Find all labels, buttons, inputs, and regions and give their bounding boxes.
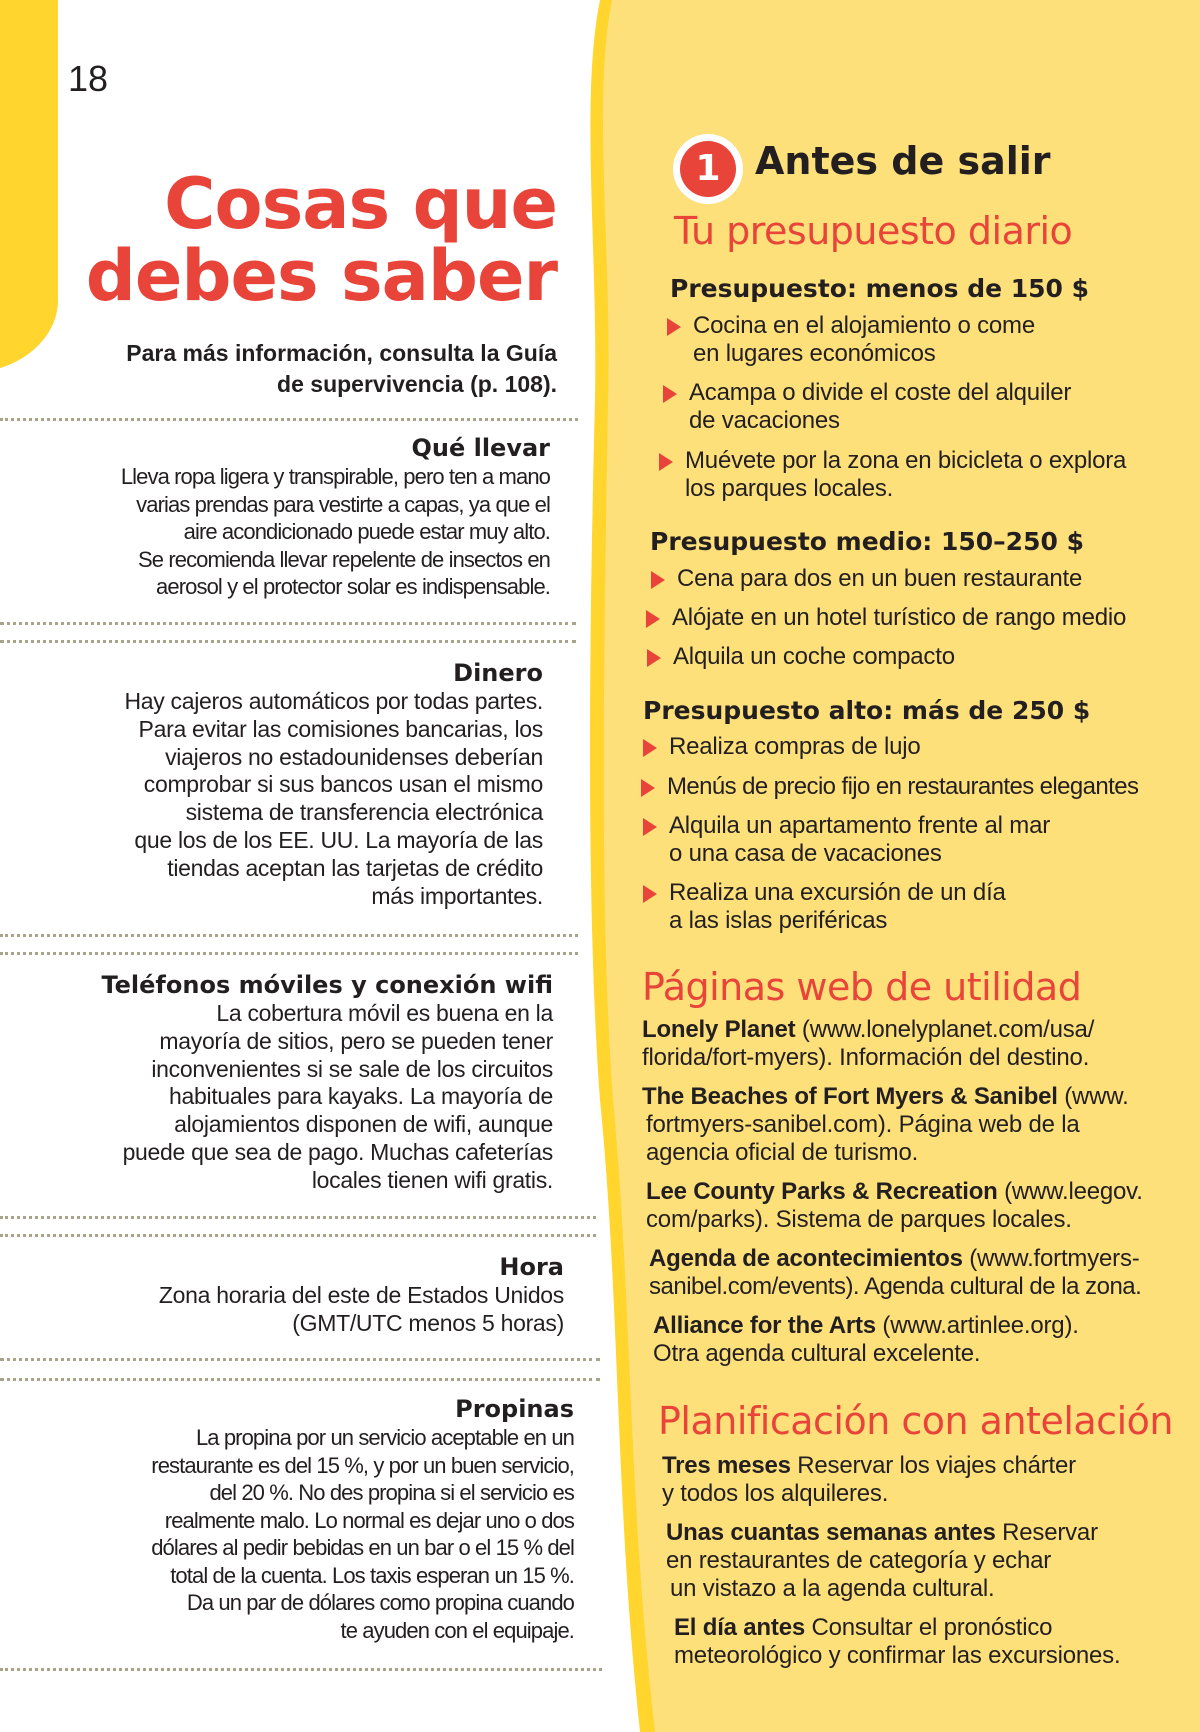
intro-note [97,338,557,400]
budget-item-line: o una casa de vacaciones [669,840,942,867]
planning-text: meteorológico y confirmar las excursiones. [674,1642,1121,1669]
page-title [85,163,557,317]
planning-text: en restaurantes de categoría y echar [666,1547,1052,1574]
website-text: sanibel.com/events). Agenda cultural de la zona. [649,1273,1142,1300]
body-line: restaurante es del 15 %, y por un buen servicio, [151,1452,574,1478]
budget-item-line: Alójate en un hotel turístico de rango medio [672,604,1127,631]
planning-name: Unas cuantas semanas antes [666,1519,996,1546]
body-line: total de la cuenta. Los taxis esperan un 15 %. [170,1562,574,1588]
body-line: Da un par de dólares como propina cuando [186,1590,574,1615]
website-text: agencia oficial de turismo. [646,1139,919,1166]
budget-item [669,733,921,761]
budget-item [677,565,1082,593]
bullet-triangle-icon [647,649,661,667]
divider [0,1668,602,1671]
bullet-triangle-icon [641,779,655,797]
budget-item [693,312,1035,368]
website-name: Lee County Parks & Recreation [646,1178,998,1205]
website-text: (www.artinlee.org). [875,1312,1079,1339]
budget-item-line: a las islas periféricas [669,907,888,934]
bullet-triangle-icon [643,739,657,757]
websites-heading: Páginas web de utilidad [642,965,1082,1009]
divider [0,934,578,937]
body-line: puede que sea de pago. Muchas cafeterías [122,1138,553,1165]
body-line: La propina por un servicio aceptable en un [195,1425,574,1450]
budget-item [667,773,1138,801]
divider [0,952,578,955]
planning-name: El día antes [674,1614,805,1641]
website-entry [642,1016,1094,1072]
intro-line: Para más información, consulta la Guía [126,340,557,366]
section-body [151,1424,574,1644]
website-name: The Beaches of Fort Myers & Sanibel [642,1083,1058,1110]
website-name: Lonely Planet [642,1016,796,1043]
budget-item [669,879,1006,935]
page-title-line: Cosas que [164,163,557,245]
left-corner-shape [0,0,58,368]
divider [0,1358,600,1361]
planning-name: Tres meses [662,1452,791,1479]
body-line: Zona horaria del este de Estados Unidos [158,1282,564,1308]
body-line: que los de los EE. UU. La mayoría de las [134,826,543,853]
budget-item-line: los parques locales. [685,475,894,502]
section-que-llevar [121,433,550,601]
body-line: te ayuden con el equipaje. [340,1617,574,1643]
page-title-line: debes saber [85,235,557,317]
body-line: locales tienen wifi gratis. [311,1166,553,1193]
budget-item [673,643,955,671]
budget-item-line: Alquila un apartamento frente al mar [669,812,1051,839]
budget-tier-title: Presupuesto medio: 150–250 $ [650,527,1084,556]
website-text: (www.lonelyplanet.com/usa/ [795,1016,1095,1043]
bullet-triangle-icon [659,453,673,471]
website-entry [653,1312,1079,1368]
website-entry [642,1083,1129,1167]
section-hora [159,1252,564,1338]
bullet-triangle-icon [651,571,665,589]
body-line: comprobar si sus bancos usan el mismo [143,771,543,798]
body-line: La cobertura móvil es buena en la [216,1000,553,1026]
divider [0,1234,596,1237]
section-title: Antes de salir [755,139,1051,183]
budget-item-line: Realiza compras de lujo [669,733,921,760]
bullet-triangle-icon [646,610,660,628]
planning-entry [662,1452,1076,1508]
section-heading: Qué llevar [411,434,550,462]
section-telefonos [101,970,553,1195]
section-body [101,1000,553,1195]
section-heading: Hora [499,1253,564,1281]
website-text: fortmyers-sanibel.com). Página web de la [646,1111,1080,1138]
budget-tier-title: Presupuesto alto: más de 250 $ [643,696,1091,725]
body-line: Se recomienda llevar repelente de insectos en [138,546,550,572]
bullet-triangle-icon [667,318,681,336]
budget-item-line: Cocina en el alojamiento o come [693,312,1035,339]
planning-heading: Planificación con antelación [658,1399,1173,1443]
section-heading: Dinero [453,659,543,687]
body-line: dólares al pedir bebidas en un bar o el 15 % del [151,1535,574,1560]
page-number: 18 [68,58,109,99]
intro-line: de supervivencia (p. 108). [277,371,557,397]
budget-item [685,447,1126,503]
body-line: habituales para kayaks. La mayoría de [169,1083,553,1110]
bullet-triangle-icon [663,385,677,403]
body-line: aire acondicionado puede estar muy alto. [183,519,550,544]
planning-text: un vistazo a la agenda cultural. [670,1575,995,1602]
body-line: del 20 %. No des propina si el servicio es [209,1480,574,1505]
budget-item [689,379,1071,435]
bullet-triangle-icon [643,885,657,903]
body-line: aerosol y el protector solar es indispensable. [156,574,550,599]
website-text: florida/fort-myers). Información del destino. [642,1044,1090,1071]
body-line: realmente malo. Lo normal es dejar uno o dos [164,1507,574,1533]
body-line: viajeros no estadounidenses deberían [165,743,543,770]
section-heading: Propinas [455,1395,574,1423]
planning-text: Reservar [995,1519,1098,1546]
body-line: tiendas aceptan las tarjetas de crédito [167,854,543,881]
budget-item [669,812,1050,868]
body-line: Para evitar las comisiones bancarias, los [138,715,543,742]
divider [0,622,576,625]
body-line: Hay cajeros automáticos por todas partes. [124,688,543,714]
bullet-triangle-icon [643,818,657,836]
body-line: mayoría de sitios, pero se pueden tener [159,1027,553,1054]
budget-item-line: de vacaciones [689,407,840,434]
section-number-badge [673,134,743,204]
budget-heading: Tu presupuesto diario [674,209,1073,253]
body-line: varias prendas para vestirte a capas, ya que el [136,491,550,517]
planning-text: Consultar el pronóstico [804,1614,1053,1641]
divider [0,418,578,421]
budget-item-line: Alquila un coche compacto [673,643,955,670]
budget-item-line: Realiza una excursión de un día [669,879,1006,906]
planning-entry [674,1614,1120,1670]
website-text: com/parks). Sistema de parques locales. [646,1206,1072,1233]
body-line: Lleva ropa ligera y transpirable, pero ten a mano [120,464,550,489]
body-line: alojamientos disponen de wifi, aunque [174,1111,553,1138]
website-text: Otra agenda cultural excelente. [653,1340,981,1367]
budget-item [672,604,1126,632]
body-line: más importantes. [371,882,543,909]
body-line: (GMT/UTC menos 5 horas) [292,1309,564,1336]
website-name: Agenda de acontecimientos [649,1245,963,1272]
divider [0,1378,600,1381]
website-text: (www. [1057,1083,1129,1110]
section-number: 1 [680,141,736,197]
divider [0,640,576,643]
budget-item-line: Muévete por la zona en bicicleta o explora [685,447,1127,474]
website-entry [649,1245,1141,1301]
website-name: Alliance for the Arts [653,1312,876,1339]
budget-item-line: Menús de precio fijo en restaurantes elegantes [667,773,1139,800]
planning-text: y todos los alquileres. [662,1480,889,1507]
body-line: inconvenientes si se sale de los circuitos [151,1055,553,1082]
section-dinero [124,658,543,910]
budget-item-line: Cena para dos en un buen restaurante [677,565,1083,592]
website-text: (www.leegov. [997,1178,1143,1205]
section-propinas [151,1394,574,1644]
website-entry [646,1178,1143,1234]
section-body [121,463,550,601]
section-body [124,688,543,910]
section-body [159,1282,564,1338]
body-line: sistema de transferencia electrónica [185,799,543,826]
website-text: (www.fortmyers- [962,1245,1140,1272]
budget-item-line: en lugares económicos [693,340,936,367]
planning-text: Reservar los viajes chárter [790,1452,1076,1479]
planning-entry [666,1519,1098,1603]
divider [0,1216,596,1219]
budget-tier-title: Presupuesto: menos de 150 $ [670,274,1090,303]
section-heading: Teléfonos móviles y conexión wifi [101,971,553,999]
budget-item-line: Acampa o divide el coste del alquiler [689,379,1072,406]
